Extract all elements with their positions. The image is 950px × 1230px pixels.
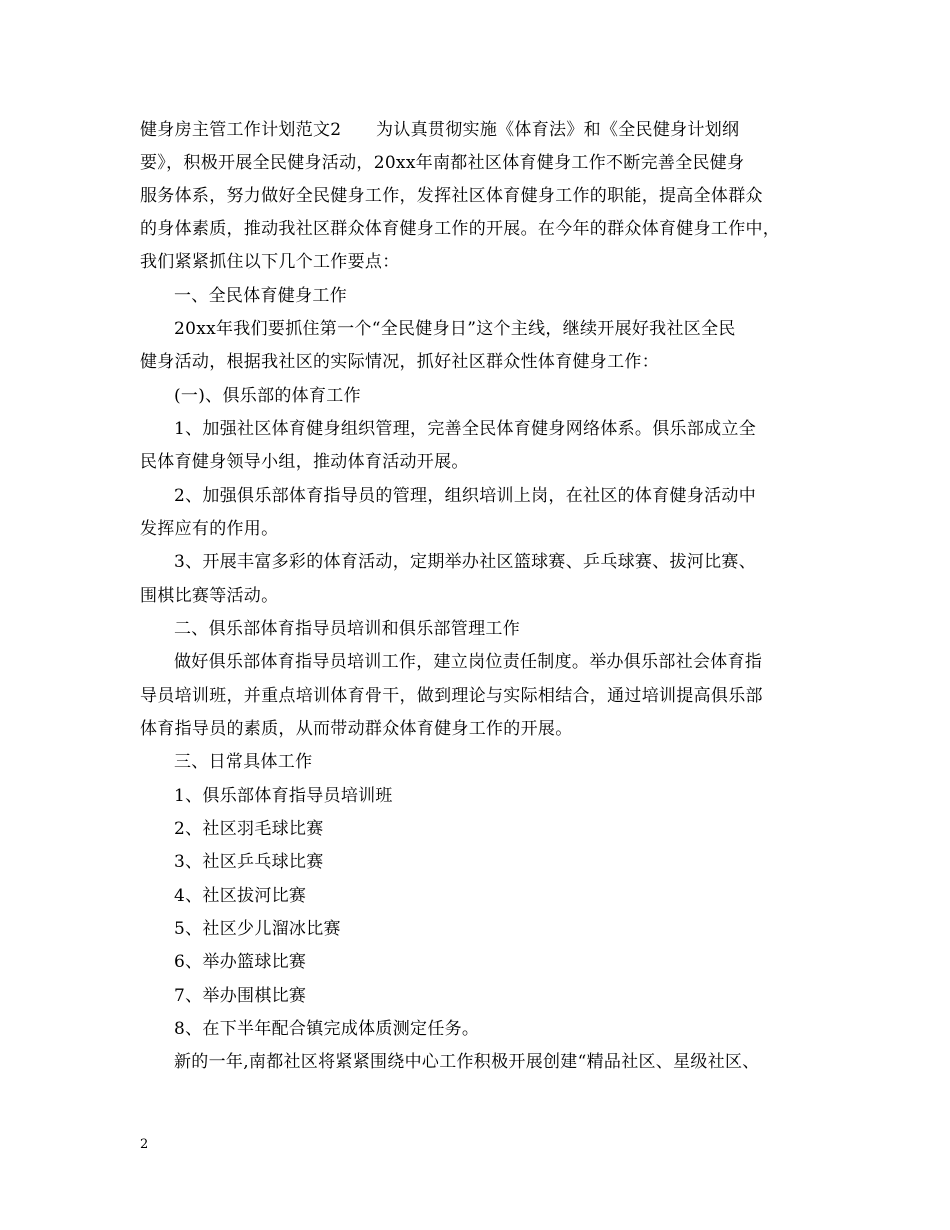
- text-line: 服务体系，努力做好全民健身工作，发挥社区体育健身工作的职能，提高全体群众: [140, 186, 763, 206]
- text-line: 围棋比赛等活动。: [140, 586, 279, 606]
- list-item: 5、社区少儿溜冰比赛: [174, 919, 341, 939]
- list-item: 3、社区乒乓球比赛: [174, 852, 324, 872]
- subsection-heading: (一)、俱乐部的体育工作: [174, 386, 361, 406]
- section-heading: 三、日常具体工作: [174, 752, 313, 772]
- text-line: 我们紧紧抓住以下几个工作要点：: [140, 252, 400, 272]
- list-item: 2、社区羽毛球比赛: [174, 819, 324, 839]
- list-item: 1、加强社区体育健身组织管理，完善全民体育健身网络体系。俱乐部成立全: [174, 419, 757, 439]
- text-line: 民体育健身领导小组，推动体育活动开展。: [140, 452, 469, 472]
- list-item: 2、加强俱乐部体育指导员的管理，组织培训上岗，在社区的体育健身活动中: [174, 486, 757, 506]
- text-line: 体育指导员的素质，从而带动群众体育健身工作的开展。: [140, 719, 573, 739]
- section-heading: 二、俱乐部体育指导员培训和俱乐部管理工作: [174, 619, 520, 639]
- list-item: 8、在下半年配合镇完成体质测定任务。: [174, 1019, 480, 1039]
- text-line: 导员培训班，并重点培训体育骨干，做到理论与实际相结合，通过培训提高俱乐部: [140, 686, 763, 706]
- text-line: 20xx年我们要抓住第一个“全民健身日”这个主线，继续开展好我社区全民: [174, 319, 736, 339]
- page-number: 2: [140, 1137, 149, 1152]
- list-item: 4、社区拔河比赛: [174, 886, 307, 906]
- text-line: 要》，积极开展全民健身活动，20xx年南都社区体育健身工作不断完善全民健身: [140, 153, 745, 173]
- list-item: 6、举办篮球比赛: [174, 952, 307, 972]
- list-item: 7、举办围棋比赛: [174, 986, 307, 1006]
- text-line: 的身体素质，推动我社区群众体育健身工作的开展。在今年的群众体育健身工作中，: [140, 219, 781, 239]
- text-line: 做好俱乐部体育指导员培训工作，建立岗位责任制度。举办俱乐部社会体育指: [174, 652, 763, 672]
- list-item: 3、开展丰富多彩的体育活动，定期举办社区篮球赛、乒乓球赛、拔河比赛、: [174, 552, 757, 572]
- text-line: 发挥应有的作用。: [140, 519, 279, 539]
- text-line: 健身活动，根据我社区的实际情况，抓好社区群众性体育健身工作：: [140, 352, 659, 372]
- text-line: 健身房主管工作计划范文2 为认真贯彻实施《体育法》和《全民健身计划纲: [140, 120, 740, 140]
- section-heading: 一、全民体育健身工作: [174, 286, 347, 306]
- text-line: 新的一年,南都社区将紧紧围绕中心工作积极开展创建“精品社区、星级社区、: [174, 1052, 760, 1072]
- list-item: 1、俱乐部体育指导员培训班: [174, 786, 393, 806]
